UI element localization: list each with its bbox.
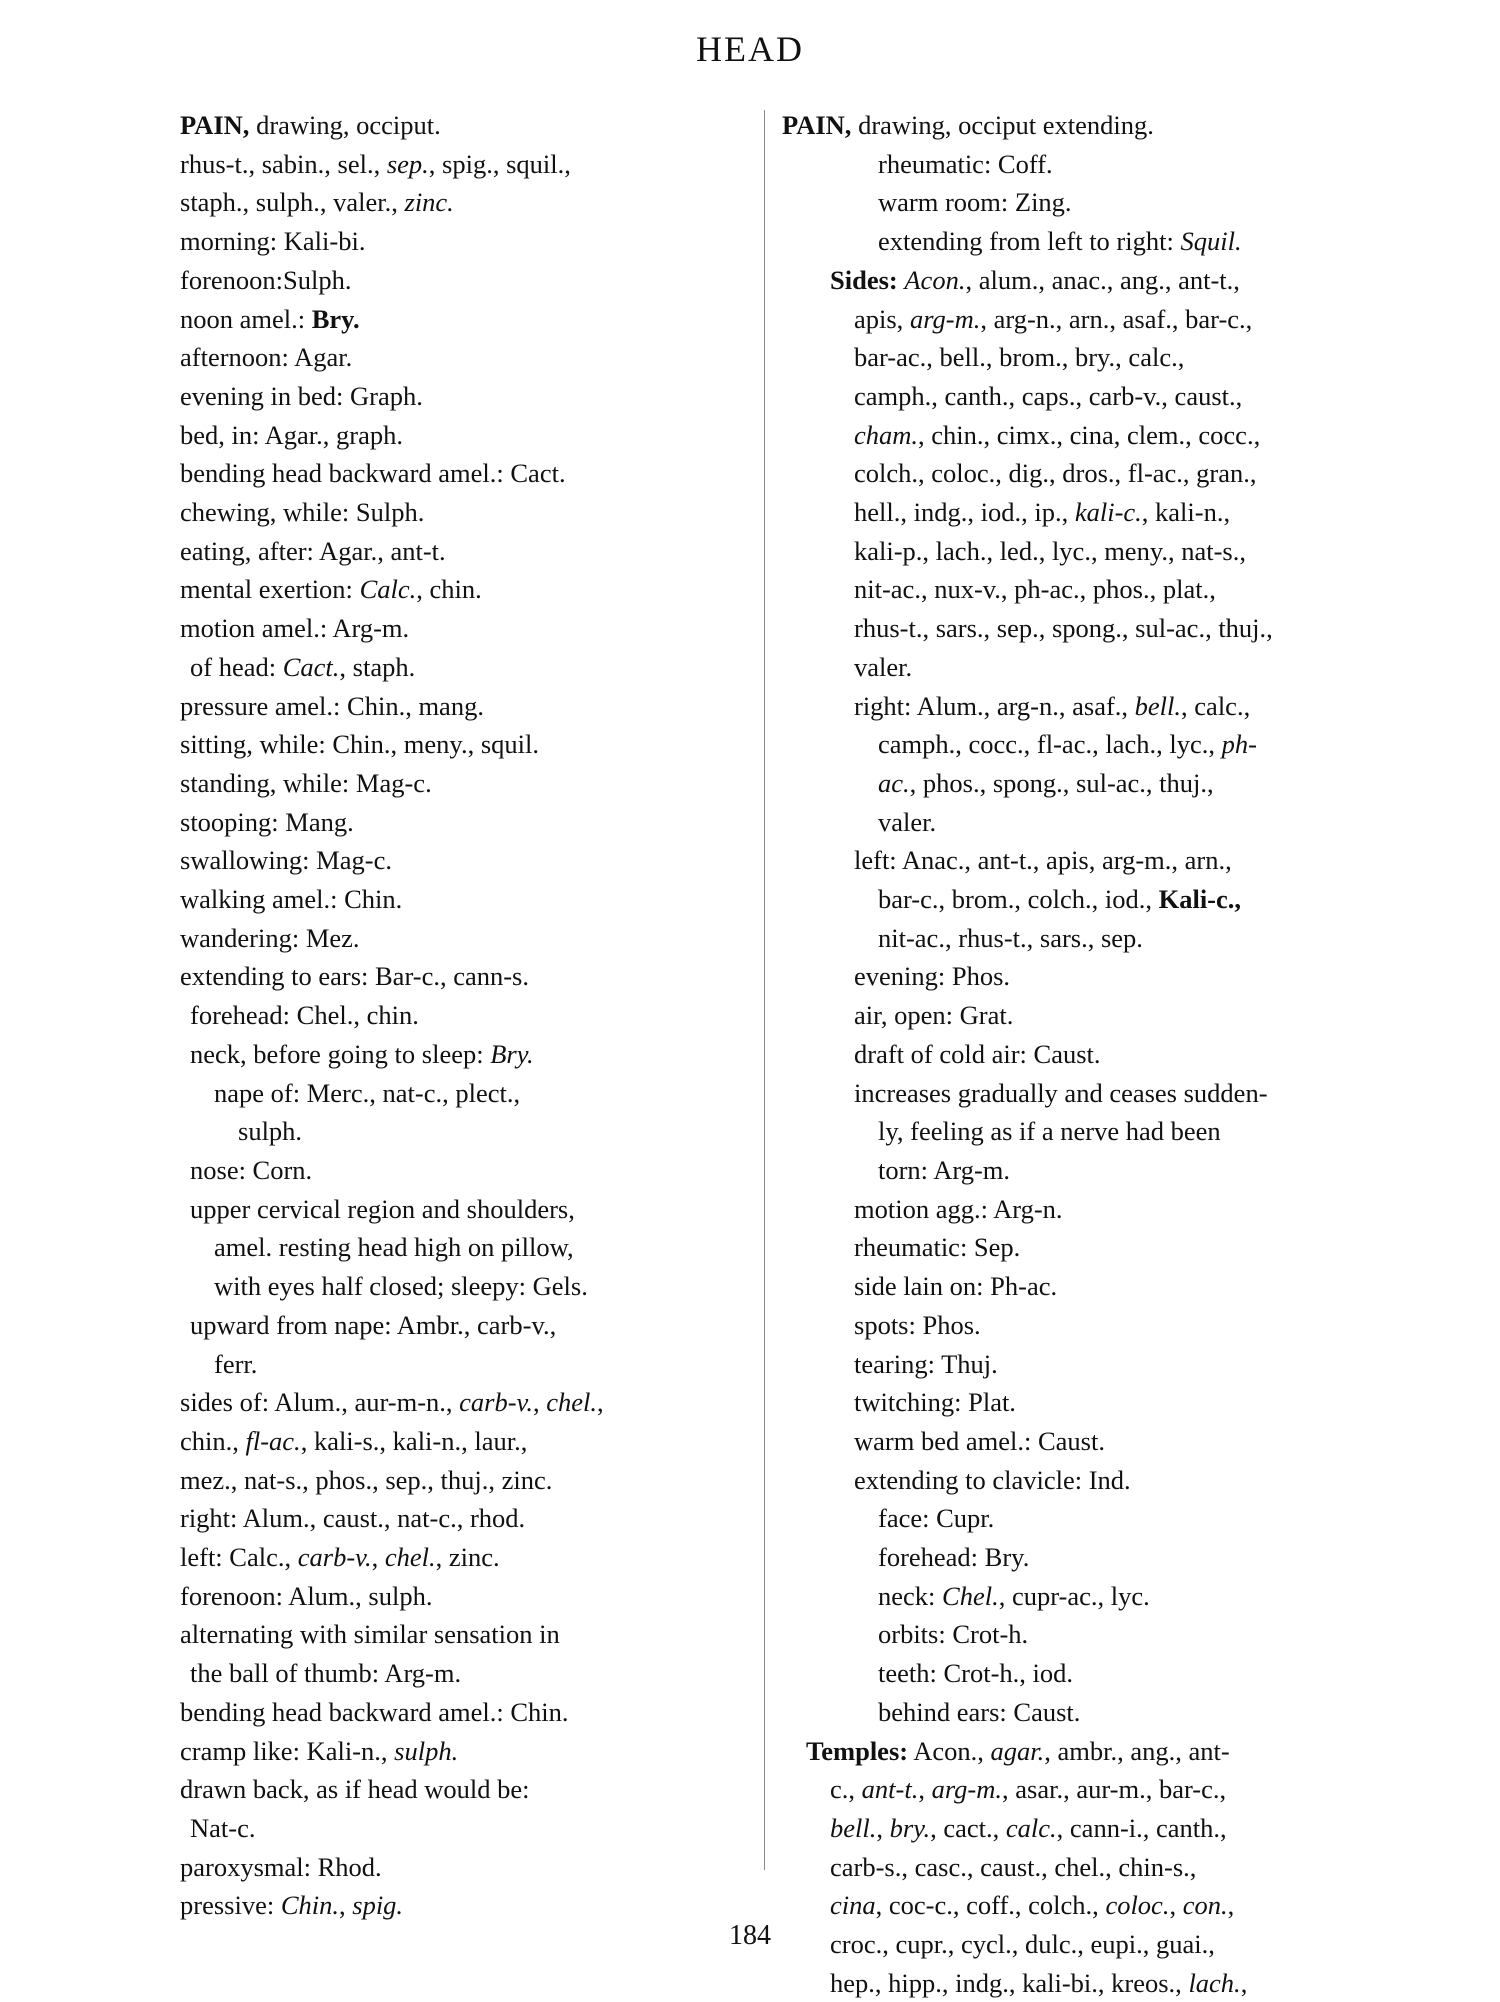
entry-line: side lain on: Ph-ac. <box>854 1271 1058 1302</box>
entry-line: valer. <box>878 806 937 837</box>
entry-line: cramp like: Kali-n., sulph. <box>180 1735 459 1766</box>
entry-line: ferr. <box>214 1348 258 1379</box>
entry-line: eating, after: Agar., ant-t. <box>180 535 446 566</box>
entry-line: upper cervical region and shoulders, <box>190 1193 575 1224</box>
entry-line: neck, before going to sleep: Bry. <box>190 1038 534 1069</box>
entry-line: chin., fl-ac., kali-s., kali-n., laur., <box>180 1425 528 1456</box>
entry-line: afternoon: Agar. <box>180 342 353 373</box>
entry-line: of head: Cact., staph. <box>190 651 416 682</box>
entry-line: swallowing: Mag-c. <box>180 845 392 876</box>
entry-line: warm room: Zing. <box>878 187 1072 218</box>
entry-line: hell., indg., iod., ip., kali-c., kali-n., <box>854 497 1231 528</box>
entry-line: evening in bed: Graph. <box>180 380 423 411</box>
entry-line: forenoon: Alum., sulph. <box>180 1580 433 1611</box>
entry-line: cina, coc-c., coff., colch., coloc., con., <box>830 1890 1235 1921</box>
entry-line: Temples: Acon., agar., ambr., ang., ant- <box>806 1735 1230 1766</box>
entry-line: the ball of thumb: Arg-m. <box>190 1658 462 1689</box>
entry-line: alternating with similar sensation in <box>180 1619 560 1650</box>
entry-line: walking amel.: Chin. <box>180 884 403 915</box>
entry-line: drawn back, as if head would be: <box>180 1774 530 1805</box>
entry-line: face: Cupr. <box>878 1503 995 1534</box>
entry-line: bending head backward amel.: Chin. <box>180 1696 569 1727</box>
entry-line: nit-ac., nux-v., ph-ac., phos., plat., <box>854 574 1216 605</box>
entry-line: right: Alum., caust., nat-c., rhod. <box>180 1503 526 1534</box>
entry-line: air, open: Grat. <box>854 1000 1014 1031</box>
entry-line: motion agg.: Arg-n. <box>854 1193 1063 1224</box>
entry-line: extending to ears: Bar-c., cann-s. <box>180 961 529 992</box>
entry-line: bar-c., brom., colch., iod., Kali-c., <box>878 884 1242 915</box>
entry-line: teeth: Crot-h., iod. <box>878 1658 1074 1689</box>
entry-line: PAIN, drawing, occiput. <box>180 110 441 140</box>
entry-line: behind ears: Caust. <box>878 1696 1081 1727</box>
entry-line: paroxysmal: Rhod. <box>180 1851 382 1882</box>
entry-line: twitching: Plat. <box>854 1387 1016 1418</box>
entry-line: spots: Phos. <box>854 1309 981 1340</box>
entry-line: forenoon:Sulph. <box>180 264 352 295</box>
entry-line: apis, arg-m., arg-n., arn., asaf., bar-c., <box>854 303 1253 334</box>
entry-line: evening: Phos. <box>854 961 1011 992</box>
entry-line: rheumatic: Sep. <box>854 1232 1021 1263</box>
entry-line: increases gradually and ceases sudden- <box>854 1077 1268 1108</box>
entry-line: amel. resting head high on pillow, <box>214 1232 574 1263</box>
left-column <box>180 106 740 1925</box>
column-divider <box>764 110 765 1870</box>
entry-line: forehead: Chel., chin. <box>190 1000 419 1031</box>
entry-line: nose: Corn. <box>190 1154 313 1185</box>
entry-line: rheumatic: Coff. <box>878 148 1053 179</box>
entry-line: Sides: Acon., alum., anac., ang., ant-t., <box>830 264 1240 295</box>
entry-line: left: Anac., ant-t., apis, arg-m., arn., <box>854 845 1232 876</box>
entry-line: camph., cocc., fl-ac., lach., lyc., ph- <box>878 729 1257 760</box>
entry-line: mental exertion: Calc., chin. <box>180 574 482 605</box>
entry-line: wandering: Mez. <box>180 922 360 953</box>
entry-line: extending from left to right: Squil. <box>878 226 1242 257</box>
entry-line: colch., coloc., dig., dros., fl-ac., gran., <box>854 458 1257 489</box>
entry-line: hep., hipp., indg., kali-bi., kreos., lach., <box>830 1967 1248 1998</box>
entry-line: nape of: Merc., nat-c., plect., <box>214 1077 521 1108</box>
entry-line: cham., chin., cimx., cina, clem., cocc., <box>854 419 1261 450</box>
entry-line: stooping: Mang. <box>180 806 354 837</box>
entry-line: standing, while: Mag-c. <box>180 767 432 798</box>
entry-line: mez., nat-s., phos., sep., thuj., zinc. <box>180 1464 553 1495</box>
entry-line: right: Alum., arg-n., asaf., bell., calc., <box>854 690 1251 721</box>
entry-line: rhus-t., sabin., sel., sep., spig., squil., <box>180 148 571 179</box>
entry-line: bending head backward amel.: Cact. <box>180 458 566 489</box>
entry-line: ac., phos., spong., sul-ac., thuj., <box>878 767 1214 798</box>
entry-line: sitting, while: Chin., meny., squil. <box>180 729 539 760</box>
entry-line: bed, in: Agar., graph. <box>180 419 403 450</box>
entry-line: pressure amel.: Chin., mang. <box>180 690 484 721</box>
entry-line: left: Calc., carb-v., chel., zinc. <box>180 1542 500 1573</box>
entry-line: morning: Kali-bi. <box>180 226 366 257</box>
entry-line: warm bed amel.: Caust. <box>854 1425 1105 1456</box>
entry-line: c., ant-t., arg-m., asar., aur-m., bar-c., <box>830 1774 1227 1805</box>
entry-line: PAIN, drawing, occiput extending. <box>782 110 1154 140</box>
entry-line: valer. <box>854 651 913 682</box>
page-title: HEAD <box>696 29 804 69</box>
right-column <box>782 106 1412 2002</box>
entry-line: staph., sulph., valer., zinc. <box>180 187 454 218</box>
entry-line: Nat-c. <box>190 1812 256 1843</box>
entry-line: kali-p., lach., led., lyc., meny., nat-s., <box>854 535 1246 566</box>
entry-line: noon amel.: Bry. <box>180 303 360 334</box>
entry-line: nit-ac., rhus-t., sars., sep. <box>878 922 1143 953</box>
entry-line: bar-ac., bell., brom., bry., calc., <box>854 342 1185 373</box>
entry-line: with eyes half closed; sleepy: Gels. <box>214 1271 588 1302</box>
entry-line: extending to clavicle: Ind. <box>854 1464 1131 1495</box>
entry-line: carb-s., casc., caust., chel., chin-s., <box>830 1851 1197 1882</box>
entry-line: rhus-t., sars., sep., spong., sul-ac., thuj., <box>854 613 1273 644</box>
entry-line: motion amel.: Arg-m. <box>180 613 410 644</box>
entry-line: pressive: Chin., spig. <box>180 1890 404 1921</box>
entry-line: upward from nape: Ambr., carb-v., <box>190 1309 557 1340</box>
entry-line: neck: Chel., cupr-ac., lyc. <box>878 1580 1150 1611</box>
entry-line: tearing: Thuj. <box>854 1348 998 1379</box>
entry-line: orbits: Crot-h. <box>878 1619 1029 1650</box>
entry-line: camph., canth., caps., carb-v., caust., <box>854 380 1243 411</box>
entry-line: draft of cold air: Caust. <box>854 1038 1101 1069</box>
page-number: 184 <box>729 1920 771 1951</box>
entry-line: forehead: Bry. <box>878 1542 1030 1573</box>
entry-line: ly, feeling as if a nerve had been <box>878 1116 1221 1147</box>
entry-line: chewing, while: Sulph. <box>180 497 425 528</box>
entry-line: torn: Arg-m. <box>878 1154 1011 1185</box>
entry-line: sides of: Alum., aur-m-n., carb-v., chel., <box>180 1387 604 1418</box>
entry-line: croc., cupr., cycl., dulc., eupi., guai., <box>830 1929 1215 1960</box>
entry-line: bell., bry., cact., calc., cann-i., canth., <box>830 1812 1227 1843</box>
entry-line: sulph. <box>238 1116 303 1147</box>
